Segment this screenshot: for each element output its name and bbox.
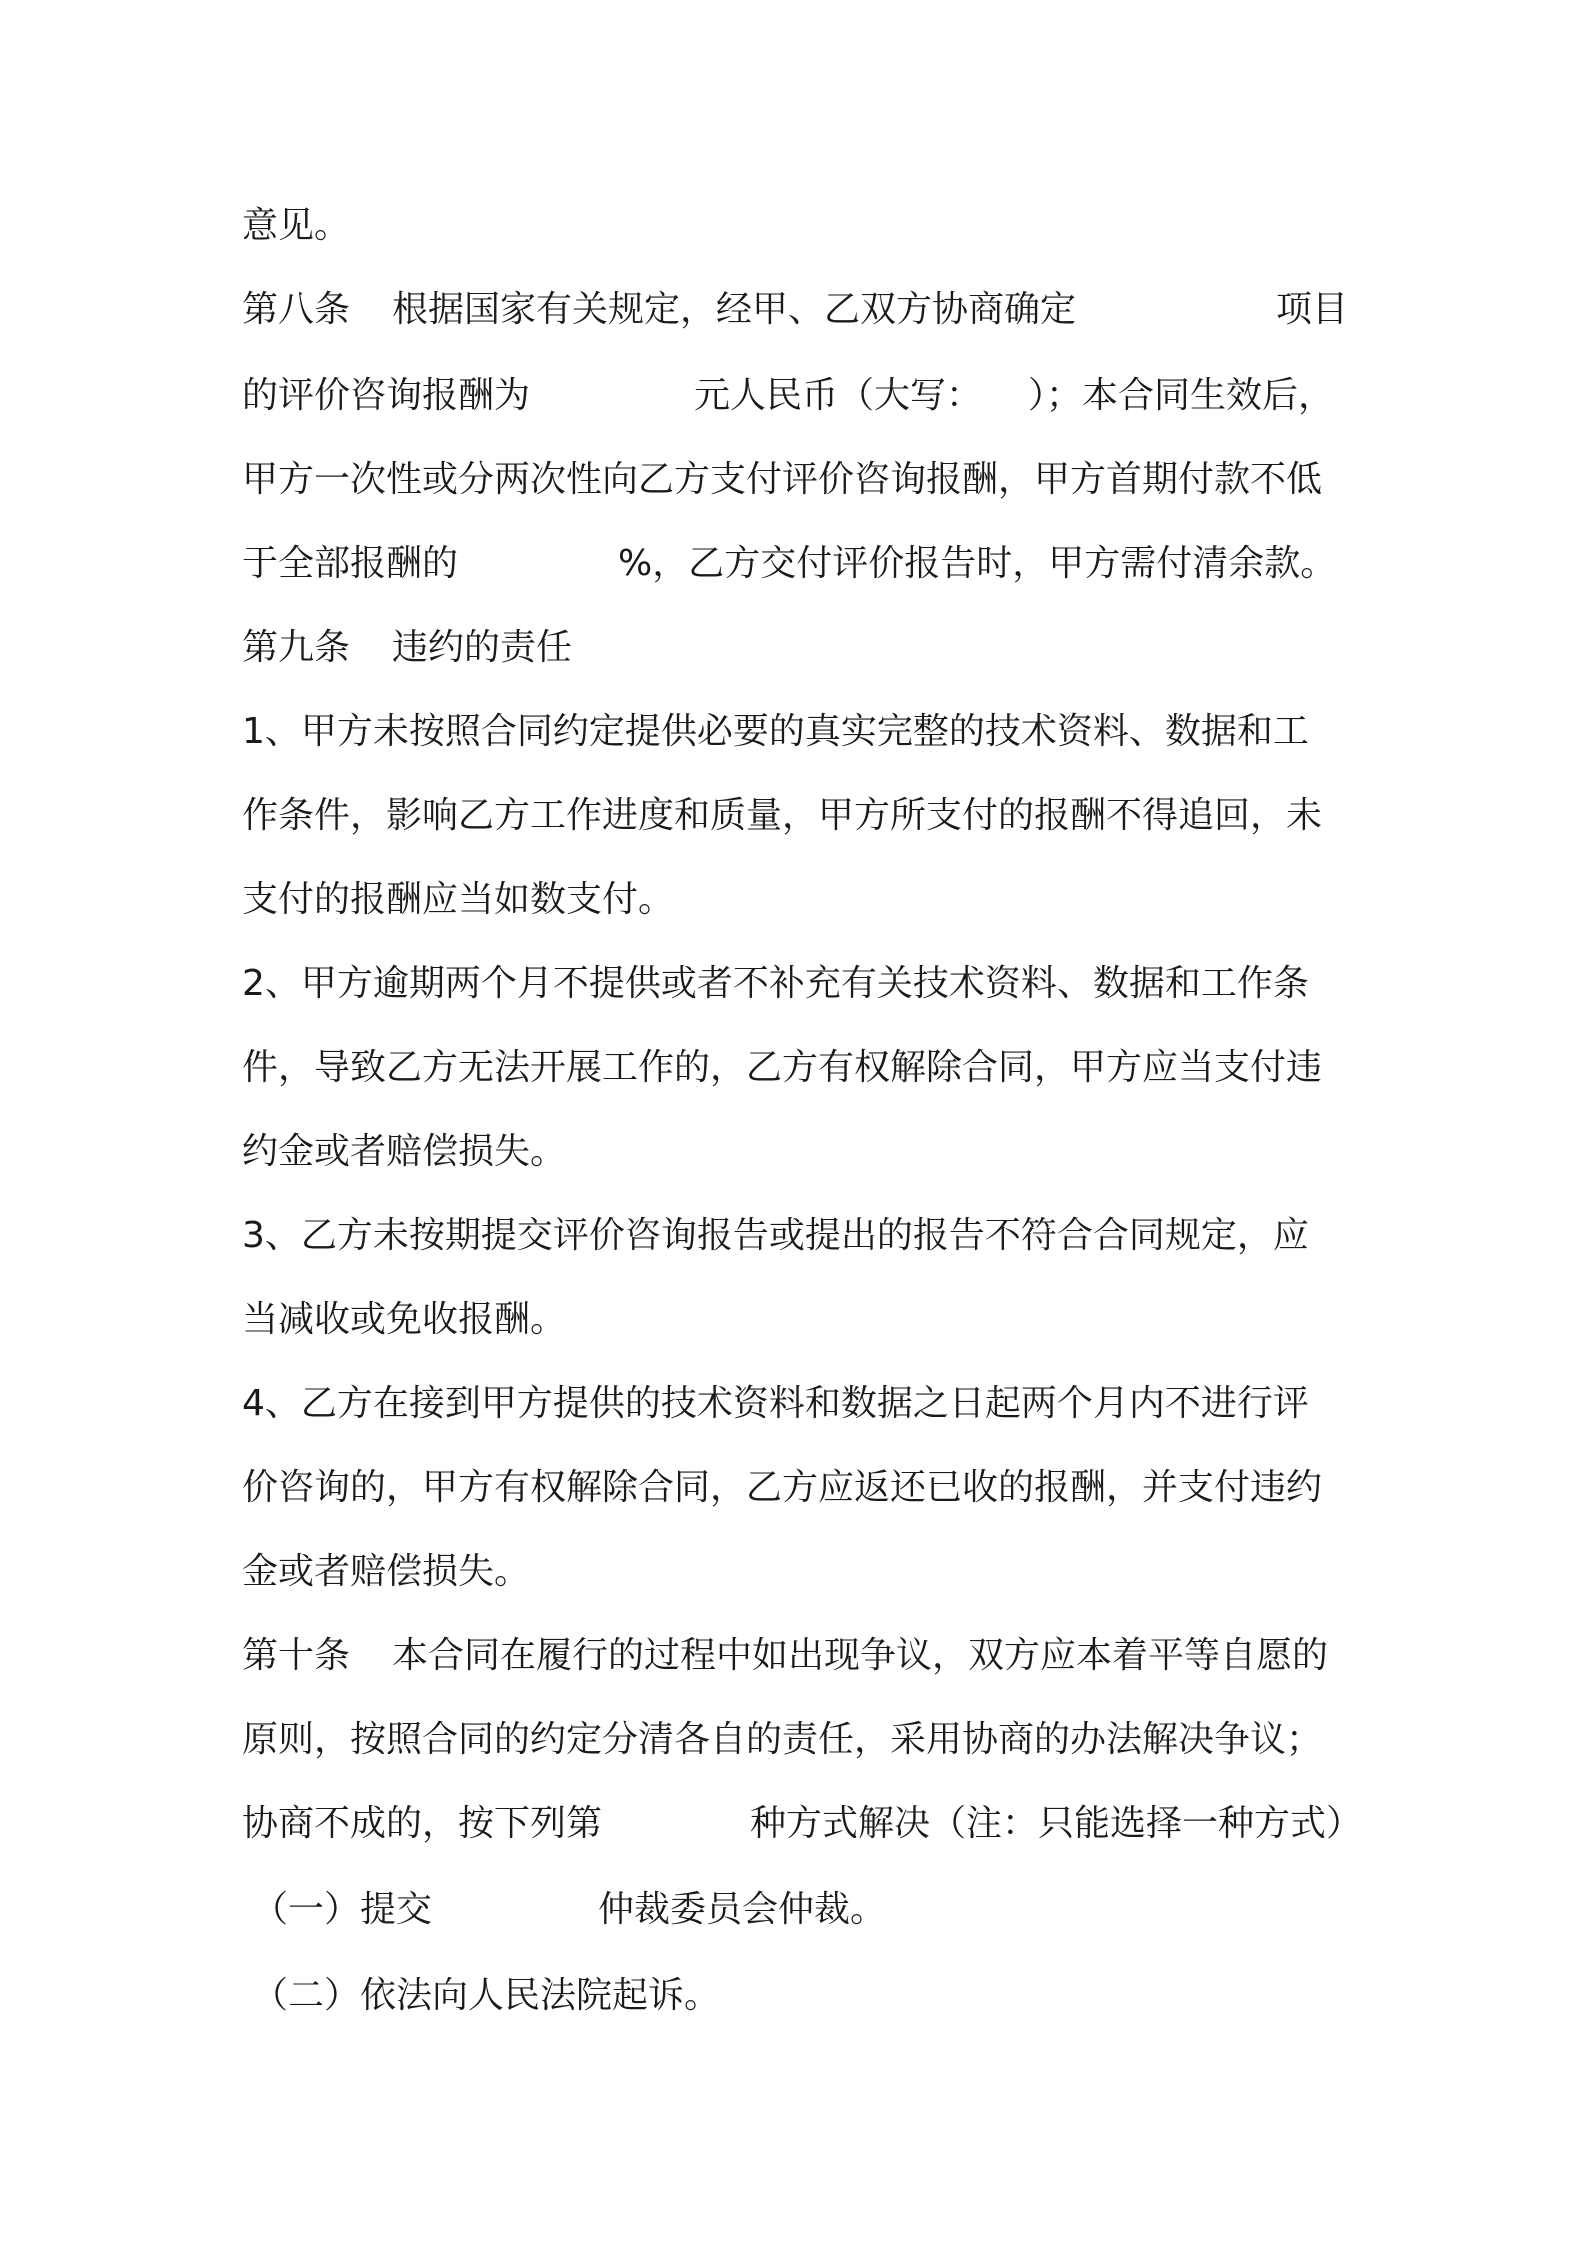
clause-4-line-1 [242,1374,1309,1434]
clause-3-text-1: 3、乙方未按期提交评价咨询报告或提出的报告不符合合同规定，应 [242,1215,1309,1256]
article-8-line-3 [242,450,1323,510]
clause-4-line-2 [242,1458,1323,1518]
clause-4-text-2: 价咨询的，甲方有权解除合同，乙方应返还已收的报酬，并支付违约 [242,1467,1323,1508]
clause-1-text-1: 1、甲方未按照合同约定提供必要的真实完整的技术资料、数据和工 [242,711,1309,752]
article-8-text-2: 项目 [1276,289,1349,330]
article-8-line-2 [242,366,1335,426]
article-8-text-4: 元人民币（大写： [694,375,983,416]
clause-1-line-2 [242,786,1323,846]
clause-1-text-3: 支付的报酬应当如数支付。 [242,879,675,920]
clause-2-line-1 [242,954,1309,1014]
clause-3-line-2 [242,1290,567,1350]
clause-4-text-1: 4、乙方在接到甲方提供的技术资料和数据之日起两个月内不进行评 [242,1383,1309,1424]
article-8-text-6: 甲方一次性或分两次性向乙方支付评价咨询报酬，甲方首期付款不低 [242,459,1323,500]
paragraph-line-1 [242,196,351,256]
clause-4-line-3 [242,1542,531,1602]
clause-2-line-2 [242,1038,1323,1098]
article-8-text-3: 的评价咨询报酬为 [242,375,531,416]
clause-2-text-3: 约金或者赔偿损失。 [242,1131,567,1172]
clause-1-line-1 [242,702,1309,762]
article-9-title: 违约的责任 [392,627,573,668]
article-10-text-2: 原则，按照合同的约定分清各自的责任，采用协商的办法解决争议； [242,1719,1323,1760]
clause-2-text-1: 2、甲方逾期两个月不提供或者不补充有关技术资料、数据和工作条 [242,963,1309,1004]
clause-4-text-3: 金或者赔偿损失。 [242,1551,531,1592]
clause-1-line-3 [242,870,675,930]
article-8-line-4 [242,534,1337,594]
option-2-line [242,1966,721,2026]
article-8-text-8: %，乙方交付评价报告时，甲方需付清余款。 [618,543,1337,584]
article-8-line-1 [242,280,1349,340]
article-10-heading: 第十条 [242,1635,351,1676]
article-8-text-1: 根据国家有关规定，经甲、乙双方协商确定 [392,289,1077,330]
article-8-text-7: 于全部报酬的 [242,543,459,584]
article-10-text-1: 本合同在履行的过程中如出现争议，双方应本着平等自愿的 [392,1635,1329,1676]
article-9-line-1 [242,618,573,678]
text-opinion-end: 意见。 [242,205,351,246]
article-10-line-2 [242,1710,1323,1770]
article-10-text-3: 协商不成的，按下列第 [242,1803,603,1844]
clause-3-text-2: 当减收或免收报酬。 [242,1299,567,1340]
clause-2-text-2: 件，导致乙方无法开展工作的，乙方有权解除合同，甲方应当支付违 [242,1047,1323,1088]
clause-3-line-1 [242,1206,1309,1266]
article-8-heading: 第八条 [242,289,351,330]
article-8-text-5: ）；本合同生效后， [1028,375,1335,416]
clause-2-line-3 [242,1122,567,1182]
option-1-text-2: 仲裁委员会仲裁。 [598,1889,887,1930]
article-10-text-4: 种方式解决（注：只能选择一种方式） [750,1803,1363,1844]
article-9-heading: 第九条 [242,627,351,668]
article-10-line-3 [242,1794,1363,1854]
article-10-line-1 [242,1626,1329,1686]
option-1-text-1: （一）提交 [252,1889,433,1930]
clause-1-text-2: 作条件，影响乙方工作进度和质量，甲方所支付的报酬不得追回，未 [242,795,1323,836]
option-2-text: （二）依法向人民法院起诉。 [252,1975,721,2016]
option-1-line [242,1880,887,1940]
